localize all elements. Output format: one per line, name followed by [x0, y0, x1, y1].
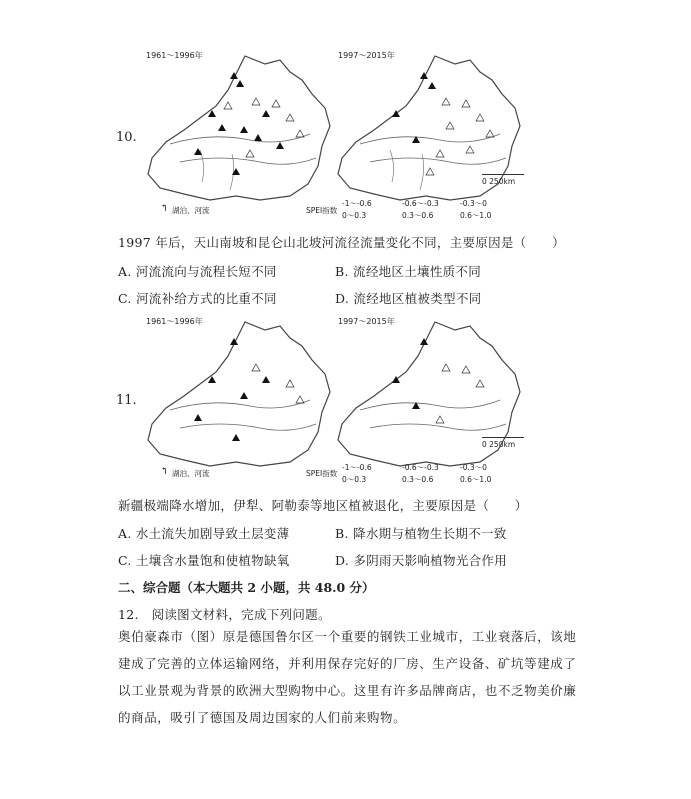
scale-line [482, 174, 524, 175]
legend-item-4: 0～0.3 [342, 211, 367, 220]
q10-option-c[interactable]: C. 河流补给方式的比重不同 [118, 291, 277, 306]
xinjiang-map-left [140, 316, 340, 476]
q11-option-a[interactable]: A. 水土流失加剧导致土层变薄 [118, 526, 290, 541]
map-period-left: 1961～1996年 [146, 51, 203, 60]
xinjiang-map-right [330, 316, 530, 476]
map-period-right: 1997～2015年 [338, 317, 395, 326]
legend-item-5: 0.3～0.6 [402, 211, 434, 220]
q12-title: 12. 阅读图文材料，完成下列问题。 [118, 607, 331, 622]
legend-item-6: 0.6～1.0 [460, 211, 492, 220]
q10-option-a[interactable]: A. 河流流向与流程长短不同 [118, 264, 277, 279]
q11-option-c[interactable]: C. 土壤含水量饱和使植物缺氧 [118, 553, 290, 568]
xinjiang-map-left [140, 50, 340, 210]
q11-option-b[interactable]: B. 降水期与植物生长期不一致 [335, 526, 507, 541]
q11-stem: 新疆极端降水增加，伊犁、阿勒泰等地区植被退化，主要原因是（ ） [118, 498, 528, 513]
legend-item-3: -0.3～0 [460, 199, 487, 208]
legend-item-2: -0.6～-0.3 [402, 199, 439, 208]
figure-q10 [120, 40, 550, 225]
legend-item-6: 0.6～1.0 [460, 475, 492, 484]
legend-item-1: -1～-0.6 [342, 463, 372, 472]
legend-item-1: -1～-0.6 [342, 199, 372, 208]
section-heading: 二、综合题（本大题共 2 小题，共 48.0 分） [118, 580, 375, 595]
figure-q11 [120, 312, 550, 492]
xinjiang-map-right [330, 50, 530, 210]
q10-number: 10. [116, 130, 137, 145]
lake-river-label: 湖泊、河流 [172, 206, 210, 215]
spei-label: SPEI指数 [306, 469, 338, 478]
scale-bar: 0 250km [482, 177, 516, 186]
lake-river-label: 湖泊、河流 [172, 469, 210, 478]
legend-item-2: -0.6～-0.3 [402, 463, 439, 472]
legend-item-3: -0.3～0 [460, 463, 487, 472]
legend-item-5: 0.3～0.6 [402, 475, 434, 484]
q10-option-d[interactable]: D. 流经地区植被类型不同 [335, 291, 482, 306]
q11-number: 11. [116, 393, 137, 408]
spei-label: SPEI指数 [306, 206, 338, 215]
map-period-right: 1997～2015年 [338, 51, 395, 60]
lake-river-icon: ↰ [160, 466, 169, 477]
q12-paragraph: 奥伯豪森市（图）原是德国鲁尔区一个重要的钢铁工业城市，工业衰落后，该地建成了完善的立体运输网络，并利用保存完好的厂房、生产设备、矿坑等建成了以工业景观为背景的欧洲大型购物中心。这里有许多品牌商店，也不乏物美价廉的商品，吸引了德国及周边国家的人们前来购物。 [118, 629, 577, 725]
q10-option-b[interactable]: B. 流经地区土壤性质不同 [335, 264, 482, 279]
map-period-left: 1961～1996年 [146, 317, 203, 326]
q10-stem: 1997 年后，天山南坡和昆仑山北坡河流径流量变化不同，主要原因是（ ） [118, 235, 565, 250]
scale-line [482, 437, 524, 438]
scale-bar: 0 250km [482, 440, 516, 449]
q11-option-d[interactable]: D. 多阴雨天影响植物光合作用 [335, 553, 508, 568]
lake-river-icon: ↰ [160, 203, 169, 214]
legend-item-4: 0～0.3 [342, 475, 367, 484]
